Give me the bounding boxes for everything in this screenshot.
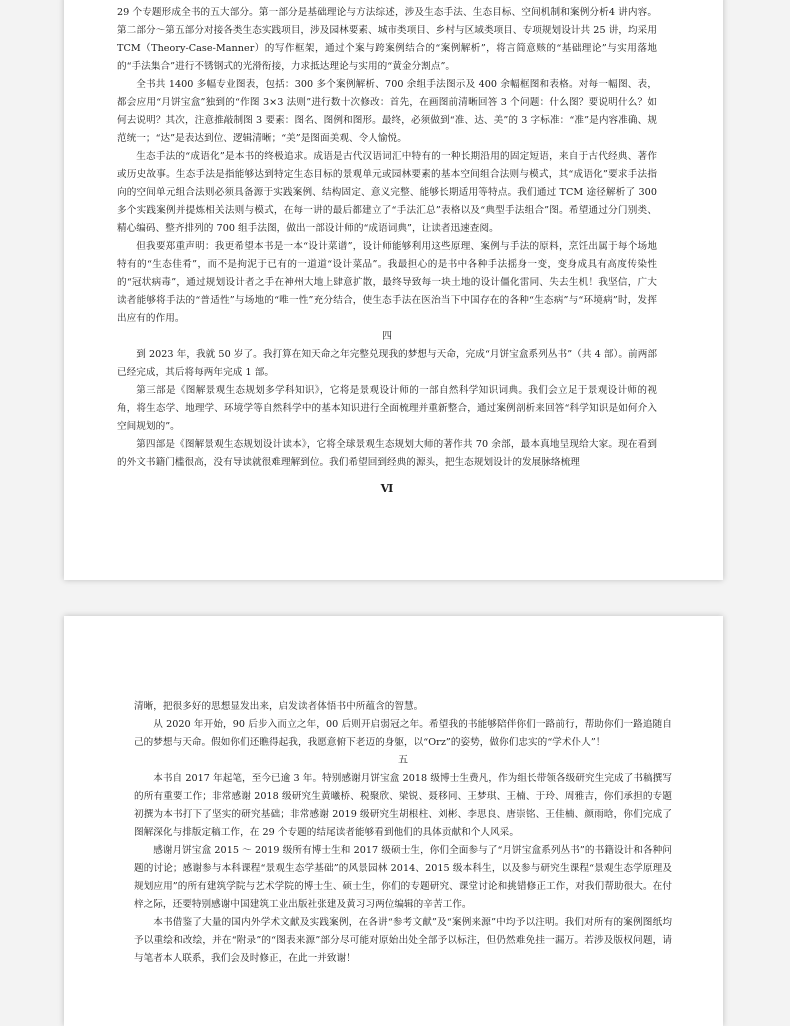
paragraph: 第四部是《图解景观生态规划设计读本》，它将全球景观生态规划大师的著作共 70 余部，最本真地呈现给大家。现在看到的外文书籍门槛很高，没有导读就很难理解到位。我们希望回到经典的源头，把生态规划设计的发展脉络梳理: [117, 439, 657, 468]
paragraph: 本书借鉴了大量的国内外学术文献及实践案例，在各讲“参考文献”及“案例来源”中均予以注明。我们对所有的案例图纸均予以重绘和改绘，并在“附录”的“图表来源”部分尽可能对原始出处全部予以标注，但仍然难免挂一漏万。若涉及版权问题，请与笔者本人联系，我们会及时修正，在此一并致谢！: [134, 917, 672, 964]
page-top-text: [117, 4, 657, 504]
page-number: Ⅵ: [380, 482, 394, 495]
document-page-top: [64, 0, 723, 580]
paragraph: 但我要郑重声明：我更希望本书是一本“设计菜谱”，设计师能够利用这些原理、案例与手法的原料，烹饪出属于每个场地特有的“生态佳肴”，而不是拘泥于已有的一道道“设计菜品”。我最担心的是书中各种手法摇身一变，变身成具有高度传染性的“冠状病毒”，通过规划设计者之手在神州大地上肆意扩散，最终导致每一块土地的设计僵化雷同、失去生机！我坚信，广大读者能够将手法的“普适性”与场地的“唯一性”充分结合，使生态手法在医治当下中国存在的各种“生态病”与“环境病”时，发挥出应有的作用。: [117, 241, 657, 324]
paragraph: 清晰，把很多好的思想显发出来，启发读者体悟书中所蕴含的智慧。: [134, 701, 424, 712]
document-page-bottom: [64, 616, 723, 1026]
paragraph: 全书共 1400 多幅专业图表，包括：300 多个案例解析、700 余组手法图示及 400 余幅框图和表格。对每一幅图、表，都会应用“月饼宝盒”独到的“作图 3×3 法则”进行数十次修改：首先，在画图前清晰回答 3 个问题：什么图？要说明什么？如何去说明？其次，注意推敲制图 3 要素：图名、图例和图形。最终，必须做到“准、达、美”的 3 字标准：“准”是内容准确、规范统一；“达”是表达到位、逻辑清晰；“美”是图面美观、令人愉悦。: [117, 79, 657, 144]
paragraph: 从 2020 年开始，90 后步入而立之年，00 后则开启弱冠之年。希望我的书能够陪伴你们一路前行，帮助你们一路追随自己的梦想与天命。假如你们还瞧得起我，我愿意俯下老迈的身躯，以“Orz”的姿势，做你们忠实的“学术仆人”！: [134, 719, 672, 748]
paragraph: 感谢月饼宝盒 2015 ～ 2019 级所有博士生和 2017 级硕士生，你们全面参与了“月饼宝盒系列丛书”的书籍设计和各种问题的讨论；感谢参与本科课程“景观生态学基础”的风景园林 2014、2015 级本科生，以及参与研究生课程“景观生态学原理及规划应用”的所有建筑学院与艺术学院的博士生、硕士生，你们的专题研究、课堂讨论和挑错修正工作，对我们帮助很大。在付梓之际，还要特别感谢中国建筑工业出版社张建及黄习习两位编辑的辛苦工作。: [134, 845, 672, 910]
paragraph: 本书自 2017 年起笔，至今已逾 3 年。特别感谢月饼宝盒 2018 级博士生费凡，作为组长带领各级研究生完成了书稿撰写的所有重要工作；非常感谢 2018 级研究生黄曦桥、税聚欣、梁锐、聂移同、王梦琪、王楠、于玲、周雅吉，你们承担的专题初撰为本书打下了坚实的研究基础；非常感谢 2019 级研究生胡根柱、刘彬、李思良、唐崇铭、王佳楠、颜雨晗，你们完成了图解深化与排版定稿工作，在 29 个专题的结尾读者能够看到他们的具体贡献和个人风采。: [134, 773, 672, 838]
page-bottom-text: [134, 698, 672, 968]
paragraph: 生态手法的“成语化”是本书的终极追求。成语是古代汉语词汇中特有的一种长期沿用的固定短语，来自于古代经典、著作或历史故事。生态手法是指能够达到特定生态目标的景观单元或园林要素的基本空间组合法则与模式，其“成语化”要求手法指向的空间单元组合法则必须具备源于实践案例、结构固定、意义完整、能够长期适用等特点。我们通过 TCM 途径解析了 300 多个实践案例并提炼相关法则与模式，在每一讲的最后都建立了“手法汇总”表格以及“典型手法组合”图。希望通过分门别类、精心编码、整齐排列的 700 组手法图，做出一部设计师的“成语词典”，让读者迅速查阅。: [117, 151, 657, 234]
paragraph: 第三部是《图解景观生态规划多学科知识》，它将是景观设计师的一部自然科学知识词典。我们会立足于景观设计师的视角，将生态学、地理学、环境学等自然科学中的基本知识进行全面梳理并重新整合，通过案例剖析来回答“科学知识是如何介入空间规划的”。: [117, 385, 657, 432]
section-heading-four: 四: [382, 331, 392, 342]
paragraph: 29 个专题形成全书的五大部分。第一部分是基础理论与方法综述，涉及生态手法、生态目标、空间机制和案例分析4 讲内容。第二部分～第五部分对接各类生态实践项目，涉及园林要素、城市类项目、乡村与区域类项目、专项规划设计共 25 讲，均采用 TCM（Theory-Case-Manner）的写作框架，通过个案与跨案例结合的“案例解析”，将言简意赅的“基础理论”与实用落地的“手法集合”进行不锈钢式的光滑衔接，力求抵达理论与实用的“黄金分割点”。: [117, 7, 657, 72]
paragraph: 到 2023 年，我就 50 岁了。我打算在知天命之年完整兑现我的梦想与天命，完成“月饼宝盒系列丛书”（共 4 部）。前两部已经完成，其后将每两年完成 1 部。: [117, 349, 657, 378]
section-heading-five: 五: [398, 755, 408, 766]
